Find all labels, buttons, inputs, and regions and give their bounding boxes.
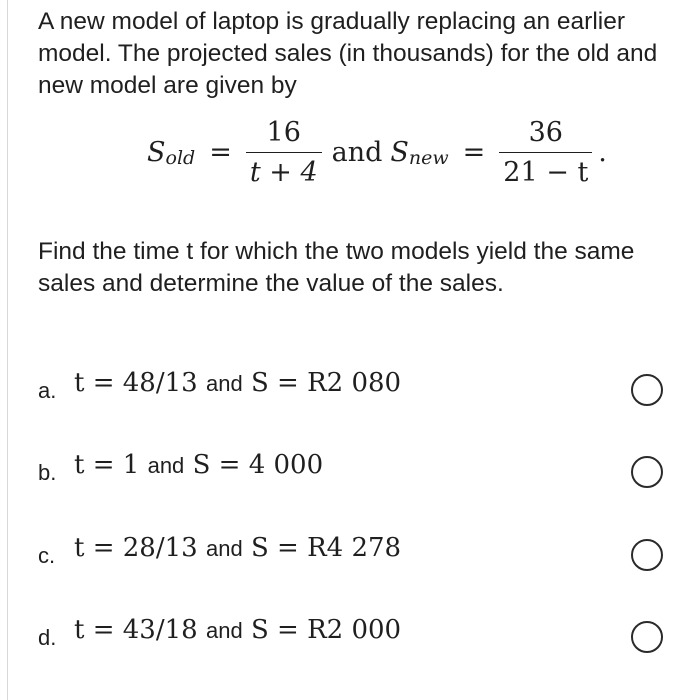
option-d-letter: d. — [38, 625, 57, 650]
equation-period: . — [598, 136, 607, 168]
option-c-radio[interactable] — [631, 539, 663, 571]
option-a[interactable] — [38, 368, 678, 408]
option-d[interactable] — [38, 615, 678, 655]
new-denominator: 21 − t — [499, 152, 592, 188]
option-b-text — [74, 450, 323, 480]
option-d-and: and — [205, 618, 243, 643]
option-a-letter: a. — [38, 378, 57, 403]
option-c-text — [74, 533, 401, 563]
option-b-t: t = 1 — [74, 450, 140, 480]
option-a-and: and — [205, 371, 243, 396]
equation-and: and — [331, 136, 383, 168]
new-numerator: 36 — [528, 116, 563, 148]
old-fraction — [246, 117, 322, 188]
s-old-subscript: old — [165, 147, 196, 169]
new-fraction — [499, 117, 592, 188]
option-a-s: S = R2 080 — [250, 368, 402, 398]
option-b-s: S = 4 000 — [192, 450, 324, 480]
s-new-subscript: new — [408, 147, 449, 169]
option-c-and: and — [205, 536, 243, 561]
sales-equation — [147, 112, 607, 192]
option-d-text — [74, 615, 401, 645]
s-old-variable: S — [147, 136, 166, 168]
option-c-s: S = R4 278 — [250, 533, 402, 563]
old-numerator: 16 — [266, 116, 301, 148]
left-border — [7, 0, 8, 700]
instruction-text: Find the time t for which the two models yield the same sales and determine the value of the sales. — [38, 238, 635, 297]
equals-sign-new: = — [462, 136, 486, 168]
option-d-radio[interactable] — [631, 621, 663, 653]
option-b-radio[interactable] — [631, 456, 663, 488]
option-c-letter: c. — [38, 543, 56, 568]
s-new-variable: S — [390, 136, 409, 168]
old-denominator: t + 4 — [246, 152, 322, 188]
option-a-t: t = 48/13 — [74, 368, 198, 398]
option-d-t: t = 43/18 — [74, 615, 198, 645]
option-a-radio[interactable] — [631, 374, 663, 406]
option-b-and: and — [147, 453, 185, 478]
option-d-s: S = R2 000 — [250, 615, 402, 645]
question-text: A new model of laptop is gradually replacing an earlier model. The projected sales (in thousands) for the old and new model are given by — [38, 8, 658, 99]
option-a-text — [74, 368, 401, 398]
option-c[interactable] — [38, 533, 678, 573]
option-b[interactable] — [38, 450, 678, 490]
option-c-t: t = 28/13 — [74, 533, 198, 563]
equals-sign-old: = — [209, 136, 232, 168]
option-b-letter: b. — [38, 460, 57, 485]
